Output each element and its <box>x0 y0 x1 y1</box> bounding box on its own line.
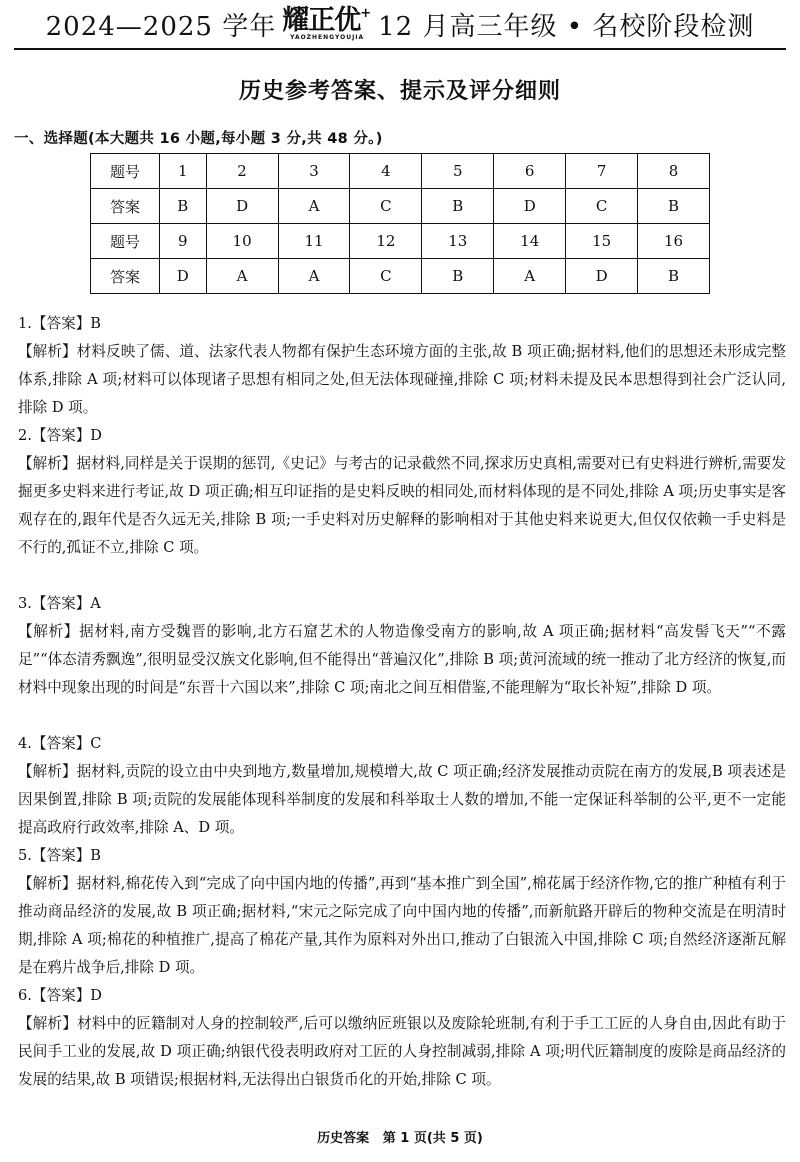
section-heading: 一、选择题(本大题共 16 小题,每小题 3 分,共 48 分。) <box>14 131 383 147</box>
table-cell: 6 <box>494 154 566 189</box>
question-answer: 1.【答案】B <box>18 315 102 332</box>
table-cell: C <box>350 189 422 224</box>
question-answer: 5.【答案】B <box>18 847 102 864</box>
table-row <box>91 259 710 294</box>
table-cell: 4 <box>350 154 422 189</box>
question-explanation: 【解析】据材料,贡院的设立由中央到地方,数量增加,规模增大,故 C 项正确;经济发展推动贡院在南方的发展,B 项表述是因果倒置,排除 B 项;贡院的发展能体现科举制度的发展和科举取士人数的增加,不能一定保证科举制的公平,更不一定能提高政府行政效率,排除 A、D 项。 <box>18 763 786 836</box>
question-6 <box>18 982 786 1094</box>
table-row <box>91 224 710 259</box>
table-row-header: 题号 <box>91 154 160 189</box>
question-explanation: 【解析】材料反映了儒、道、法家代表人物都有保护生态环境方面的主张,故 B 项正确;据材料,他们的思想还未形成完整体系,排除 A 项;材料可以体现诸子思想有相同之处,但无法体现碰撞,排除 C 项;材料未提及民本思想得到社会广泛认同,排除 D 项。 <box>18 343 786 416</box>
table-cell: 14 <box>494 224 566 259</box>
question-answer: 2.【答案】D <box>18 427 102 444</box>
table-row-header: 题号 <box>91 224 160 259</box>
table-cell: 2 <box>206 154 278 189</box>
table-row <box>91 154 710 189</box>
table-cell: B <box>160 189 207 224</box>
table-cell: A <box>494 259 566 294</box>
table-row-header: 答案 <box>91 259 160 294</box>
table-cell: 13 <box>422 224 494 259</box>
page-footer: 历史答案 第 1 页(共 5 页) <box>317 1131 483 1146</box>
question-explanation: 【解析】据材料,棉花传入到“完成了向中国内地的传播”,再到“基本推广到全国”,棉花属于经济作物,它的推广种植有利于推动商品经济的发展,故 B 项正确;据材料,“宋元之际完成了向中国内地的传播”,而新航路开辟后的物种交流是在明清时期,排除 A 项;棉花的种植推广,提高了棉花产量,其作为原料对外出口,推动了白银流入中国,排除 C 项;自然经济逐渐瓦解是在鸦片战争后,排除 D 项。 <box>18 875 786 976</box>
document-title: 历史参考答案、提示及评分细则 <box>238 79 561 104</box>
question-explanation: 【解析】材料中的匠籍制对人身的控制较严,后可以缴纳匠班银以及废除轮班制,有利于手工工匠的人身自由,因此有助于民间手工业的发展,故 D 项正确;纳银代役表明政府对工匠的人身控制减弱,排除 A 项;明代匠籍制度的废除是商品经济的发展的结果,故 B 项错误;根据材料,无法得出白银货币化的开始,排除 C 项。 <box>18 1015 786 1088</box>
table-cell: 7 <box>566 154 638 189</box>
brand-subtitle: YAOZHENGYOUJIA <box>290 34 365 41</box>
table-cell: D <box>494 189 566 224</box>
table-cell: D <box>160 259 207 294</box>
table-cell: 12 <box>350 224 422 259</box>
brand-name: 耀正优 <box>282 5 361 36</box>
table-cell: 11 <box>278 224 350 259</box>
table-cell: 10 <box>206 224 278 259</box>
table-cell: C <box>350 259 422 294</box>
table-cell: B <box>638 259 710 294</box>
table-cell: 8 <box>638 154 710 189</box>
question-answer: 4.【答案】C <box>18 735 102 752</box>
question-answer: 6.【答案】D <box>18 987 102 1004</box>
table-cell: B <box>422 189 494 224</box>
table-cell: 5 <box>422 154 494 189</box>
table-cell: 9 <box>160 224 207 259</box>
question-explanation: 【解析】据材料,南方受魏晋的影响,北方石窟艺术的人物造像受南方的影响,故 A 项正确;据材料“高发髻飞天”“不露足”“体态清秀飘逸”,很明显受汉族文化影响,但不能得出“普遍汉化”,排除 B 项;黄河流域的统一推动了北方经济的恢复,而材料中现象出现的时间是“东晋十六国以来”,排除 C 项;南北之间互相借鉴,不能理解为“取长补短”,排除 D 项。 <box>18 623 786 696</box>
header-subtitle: 12 月高三年级 • 名校阶段检测 <box>378 11 755 42</box>
table-cell: B <box>638 189 710 224</box>
question-1 <box>18 310 786 422</box>
brand-logo <box>282 7 372 41</box>
answer-table <box>90 153 710 294</box>
question-5 <box>18 842 786 982</box>
page-header <box>0 4 800 44</box>
question-2 <box>18 422 786 562</box>
header-divider <box>14 48 786 50</box>
question-3 <box>18 590 786 702</box>
header-year: 2024—2025 学年 <box>45 11 277 42</box>
question-answer: 3.【答案】A <box>18 595 101 612</box>
table-cell: A <box>206 259 278 294</box>
question-4 <box>18 730 786 842</box>
brand-plus: + <box>360 6 373 21</box>
table-row-header: 答案 <box>91 189 160 224</box>
table-cell: 15 <box>566 224 638 259</box>
table-cell: A <box>278 189 350 224</box>
table-cell: 1 <box>160 154 207 189</box>
table-cell: B <box>422 259 494 294</box>
table-cell: 3 <box>278 154 350 189</box>
table-cell: C <box>566 189 638 224</box>
table-row <box>91 189 710 224</box>
question-explanation: 【解析】据材料,同样是关于误期的惩罚,《史记》与考古的记录截然不同,探求历史真相,需要对已有史料进行辨析,需要发掘更多史料来进行考证,故 D 项正确;相互印证指的是史料反映的相同处,而材料体现的是不同处,排除 A 项;历史事实是客观存在的,跟年代是否久远无关,排除 B 项;一手史料对历史解释的影响相对于其他史料来说更大,但仅仅依赖一手史料是不行的,孤证不立,排除 C 项。 <box>18 455 786 556</box>
table-cell: 16 <box>638 224 710 259</box>
table-cell: A <box>278 259 350 294</box>
table-cell: D <box>566 259 638 294</box>
table-cell: D <box>206 189 278 224</box>
